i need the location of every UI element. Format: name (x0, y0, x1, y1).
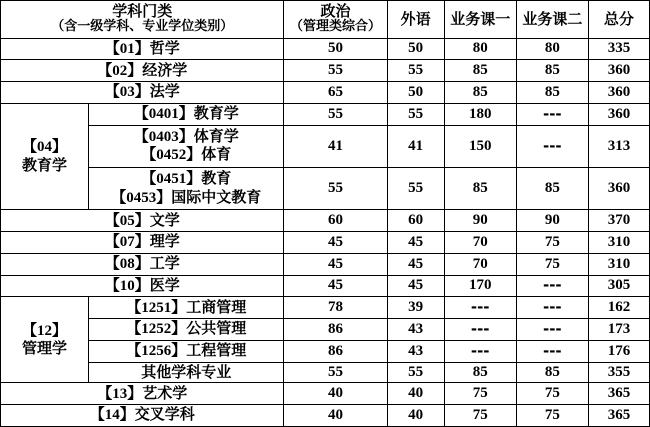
cell-foreign: 39 (387, 297, 444, 319)
header-politics (284, 1, 387, 39)
cell-total: 173 (588, 319, 649, 341)
row-name: 法学 (149, 82, 180, 101)
sub-name: 教育 (201, 169, 232, 188)
table-row (1, 168, 650, 210)
table-row (1, 253, 650, 275)
cell-business2: --- (516, 297, 588, 319)
subcategory-cell (89, 319, 284, 341)
cell-business1: 170 (444, 275, 516, 297)
cell-business1: --- (444, 319, 516, 341)
group-management-label (1, 297, 89, 383)
cell-business2: 85 (516, 60, 588, 82)
cell-business1: --- (444, 297, 516, 319)
cell-politics: 55 (284, 362, 387, 383)
table-row (1, 275, 650, 297)
cell-business2: 85 (516, 82, 588, 104)
cell-business2: 90 (516, 210, 588, 232)
table-row (1, 125, 650, 167)
row-code: 【05】 (104, 212, 150, 229)
sub-code: 【1256】 (126, 343, 187, 360)
subcategory-item (89, 170, 283, 188)
row-code: 【07】 (104, 234, 150, 251)
subcategory-item (89, 105, 283, 123)
cell-business2: --- (516, 125, 588, 167)
table-row (1, 60, 650, 82)
cell-politics: 60 (284, 210, 387, 232)
cell-politics: 55 (284, 103, 387, 125)
table-row (1, 210, 650, 232)
subcategory-cell (89, 125, 284, 167)
header-total: 总分 (588, 1, 649, 39)
cell-politics: 45 (284, 232, 387, 254)
cell-total: 360 (588, 82, 649, 104)
sub-code: 【0453】 (111, 189, 172, 206)
header-category (1, 1, 284, 39)
cell-business1: 85 (444, 60, 516, 82)
cell-politics: 41 (284, 125, 387, 167)
cell-business2: 75 (516, 253, 588, 275)
cell-business2: 75 (516, 405, 588, 427)
row-code: 【13】 (97, 385, 143, 402)
cell-total: 360 (588, 168, 649, 210)
sub-code: 【0403】 (133, 129, 194, 146)
row-code: 【14】 (89, 407, 135, 424)
header-category-main: 学科门类 (112, 2, 173, 21)
cell-business2: 85 (516, 168, 588, 210)
table-row (1, 232, 650, 254)
cell-business1: 75 (444, 405, 516, 427)
sub-name: 工商管理 (186, 297, 247, 316)
cell-foreign: 43 (387, 319, 444, 341)
row-name: 工学 (149, 254, 180, 273)
cell-business1: 70 (444, 253, 516, 275)
cell-total: 360 (588, 103, 649, 125)
table-row (1, 362, 650, 383)
cell-business1: 150 (444, 125, 516, 167)
subcategory-cell (89, 341, 284, 363)
table-row (1, 38, 650, 60)
cell-politics: 55 (284, 168, 387, 210)
cell-business2: 75 (516, 383, 588, 405)
sub-name: 公共管理 (186, 319, 247, 338)
row-name: 理学 (149, 232, 180, 251)
sub-code: 【1251】 (126, 299, 187, 316)
cell-foreign: 41 (387, 125, 444, 167)
row-category (1, 383, 284, 405)
sub-name: 国际中文教育 (171, 187, 262, 206)
row-name: 医学 (149, 275, 180, 294)
cell-foreign: 55 (387, 362, 444, 383)
cell-politics: 86 (284, 341, 387, 363)
table-row (1, 383, 650, 405)
subcategory-item (89, 364, 283, 381)
row-name: 交叉学科 (134, 405, 195, 424)
cell-politics: 45 (284, 253, 387, 275)
cell-business2: --- (516, 275, 588, 297)
cell-total: 370 (588, 210, 649, 232)
cell-politics: 45 (284, 275, 387, 297)
cell-foreign: 50 (387, 82, 444, 104)
table-row (1, 341, 650, 363)
cell-total: 305 (588, 275, 649, 297)
row-code: 【10】 (104, 277, 150, 294)
row-category (1, 275, 284, 297)
cell-total: 355 (588, 362, 649, 383)
cell-foreign: 40 (387, 383, 444, 405)
sub-code: 【0452】 (141, 147, 202, 164)
subcategory-item (89, 342, 283, 360)
cell-total: 176 (588, 341, 649, 363)
row-code: 【02】 (97, 62, 143, 79)
cell-politics: 55 (284, 60, 387, 82)
sub-name: 其他学科专业 (141, 362, 232, 381)
subcategory-cell (89, 168, 284, 210)
table-row (1, 103, 650, 125)
cell-business2: 75 (516, 232, 588, 254)
cell-politics: 50 (284, 38, 387, 60)
table-row (1, 82, 650, 104)
row-name: 文学 (149, 210, 180, 229)
cell-business1: 70 (444, 232, 516, 254)
header-foreign: 外语 (387, 1, 444, 39)
row-category (1, 253, 284, 275)
cell-total: 162 (588, 297, 649, 319)
row-name: 哲学 (149, 38, 180, 57)
subcategory-cell (89, 362, 284, 383)
row-code: 【03】 (104, 84, 150, 101)
cell-total: 365 (588, 383, 649, 405)
row-name: 经济学 (142, 60, 188, 79)
group-name: 教育学 (22, 155, 68, 174)
table-row (1, 405, 650, 427)
cell-business2: 85 (516, 362, 588, 383)
cell-total: 365 (588, 405, 649, 427)
cell-business1: 80 (444, 38, 516, 60)
group-code: 【04】 (22, 139, 68, 156)
subcategory-item (89, 146, 283, 164)
row-code: 【08】 (104, 256, 150, 273)
header-business2: 业务课二 (516, 1, 588, 39)
cell-foreign: 55 (387, 168, 444, 210)
cell-politics: 78 (284, 297, 387, 319)
sub-code: 【1252】 (126, 321, 187, 338)
sub-code: 【0451】 (141, 171, 202, 188)
cell-total: 313 (588, 125, 649, 167)
cell-business2: --- (516, 103, 588, 125)
cell-total: 310 (588, 253, 649, 275)
cell-business1: 85 (444, 82, 516, 104)
header-category-sub: （含一级学科、专业学位类别） (51, 19, 234, 35)
subcategory-item (89, 320, 283, 338)
row-code: 【01】 (104, 40, 150, 57)
cell-business2: 80 (516, 38, 588, 60)
header-business1: 业务课一 (444, 1, 516, 39)
cell-politics: 86 (284, 319, 387, 341)
subcategory-item (89, 299, 283, 317)
cell-total: 360 (588, 60, 649, 82)
subcategory-cell (89, 297, 284, 319)
cell-politics: 65 (284, 82, 387, 104)
sub-name: 体育 (201, 145, 232, 164)
subcategory-cell (89, 103, 284, 125)
row-category (1, 210, 284, 232)
cell-foreign: 43 (387, 341, 444, 363)
cell-total: 310 (588, 232, 649, 254)
row-category (1, 405, 284, 427)
cell-business2: --- (516, 319, 588, 341)
cell-business1: --- (444, 341, 516, 363)
row-category (1, 60, 284, 82)
subcategory-item (89, 189, 283, 207)
cell-business1: 85 (444, 168, 516, 210)
cell-foreign: 45 (387, 275, 444, 297)
cell-business1: 180 (444, 103, 516, 125)
cell-politics: 40 (284, 405, 387, 427)
row-category (1, 82, 284, 104)
cell-foreign: 60 (387, 210, 444, 232)
header-politics-main: 政治 (320, 2, 351, 21)
sub-name: 工程管理 (186, 341, 247, 360)
sub-name: 教育学 (193, 104, 239, 123)
cell-foreign: 50 (387, 38, 444, 60)
cell-business1: 85 (444, 362, 516, 383)
cell-foreign: 40 (387, 405, 444, 427)
row-category (1, 232, 284, 254)
group-code: 【12】 (22, 322, 68, 339)
header-politics-sub: （管理类综合） (289, 19, 381, 35)
row-category (1, 38, 284, 60)
table-row (1, 297, 650, 319)
table-header-row (1, 1, 650, 39)
group-education-label (1, 103, 89, 210)
cell-total: 335 (588, 38, 649, 60)
table-row (1, 319, 650, 341)
sub-code: 【0401】 (133, 106, 194, 123)
cell-foreign: 55 (387, 103, 444, 125)
cell-business1: 90 (444, 210, 516, 232)
sub-name: 体育学 (193, 127, 239, 146)
cell-politics: 40 (284, 383, 387, 405)
cell-business2: --- (516, 341, 588, 363)
cell-foreign: 45 (387, 232, 444, 254)
subcategory-item (89, 128, 283, 146)
cell-foreign: 55 (387, 60, 444, 82)
cell-foreign: 45 (387, 253, 444, 275)
row-name: 艺术学 (142, 383, 188, 402)
cell-business1: 75 (444, 383, 516, 405)
group-name: 管理学 (22, 338, 68, 357)
